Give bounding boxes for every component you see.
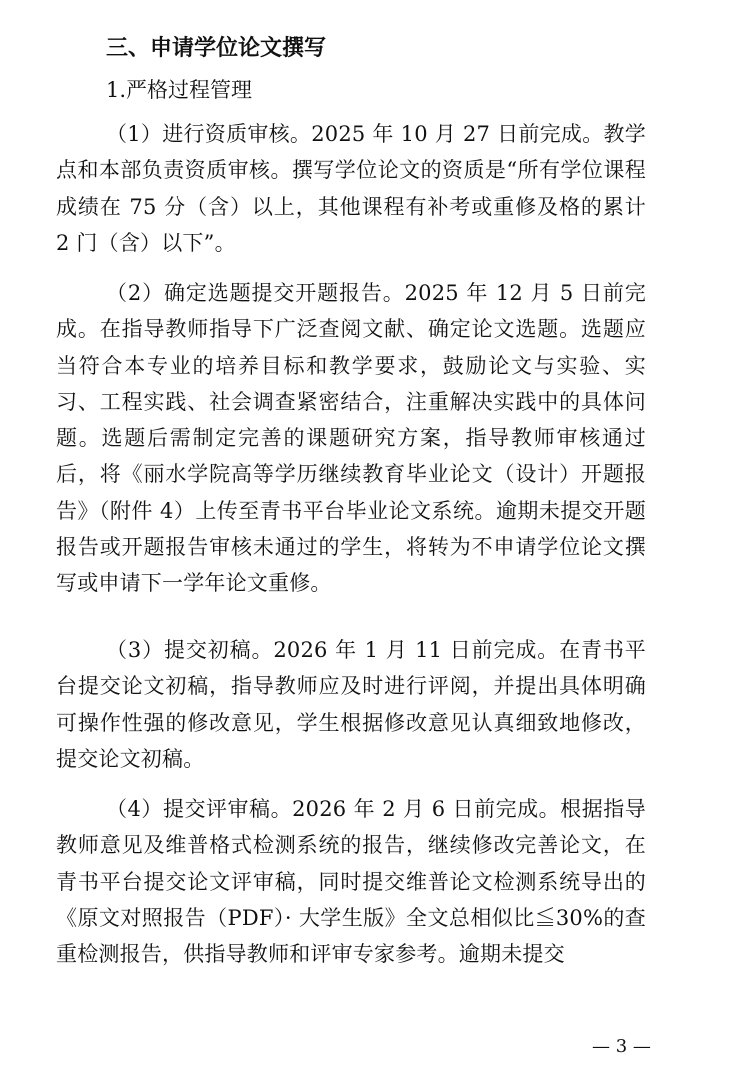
page-number: — 3 — — [592, 1036, 651, 1057]
section-heading: 三、申请学位论文撰写 — [106, 36, 327, 61]
paragraph-review-draft: （4）提交评审稿。2026 年 2 月 6 日前完成。根据指导教师意见及维普格式检测系统的报告，继续修改完善论文，在青书平台提交论文评审稿，同时提交维普论文检测系统导出的《原文对照报告（PDF）· 大学生版》全文总相似比≦30%的查重检测报告，供指导教师和评审专家参考。逾期未提交 — [56, 797, 646, 967]
subsection-heading: 1.严格过程管理 — [106, 78, 253, 102]
paragraph-topic-proposal: （2）确定选题提交开题报告。2025 年 12 月 5 日前完成。在指导教师指导下广泛查阅文献、确定论文选题。选题应当符合本专业的培养目标和教学要求，鼓励论文与实验、实习、工程实践、社会调查紧密结合，注重解决实践中的具体问题。选题后需制定完善的课题研究方案，指导教师审核通过后，将《丽水学院高等学历继续教育毕业论文（设计）开题报告》（附件 4）上传至青书平台毕业论文系统。逾期未提交开题报告或开题报告审核未通过的学生，将转为不申请学位论文撰写或申请下一学年论文重修。 — [56, 281, 646, 596]
paragraph-first-draft: （3）提交初稿。2026 年 1 月 11 日前完成。在青书平台提交论文初稿，指导教师应及时进行评阅，并提出具体明确可操作性强的修改意见，学生根据修改意见认真细致地修改，提交论文初稿。 — [56, 638, 646, 771]
paragraph-qualification-review: （1）进行资质审核。2025 年 10 月 27 日前完成。教学点和本部负责资质审核。撰写学位论文的资质是“所有学位课程成绩在 75 分（含）以上，其他课程有补考或重修及格的累计 2 门（含）以下”。 — [56, 122, 646, 255]
